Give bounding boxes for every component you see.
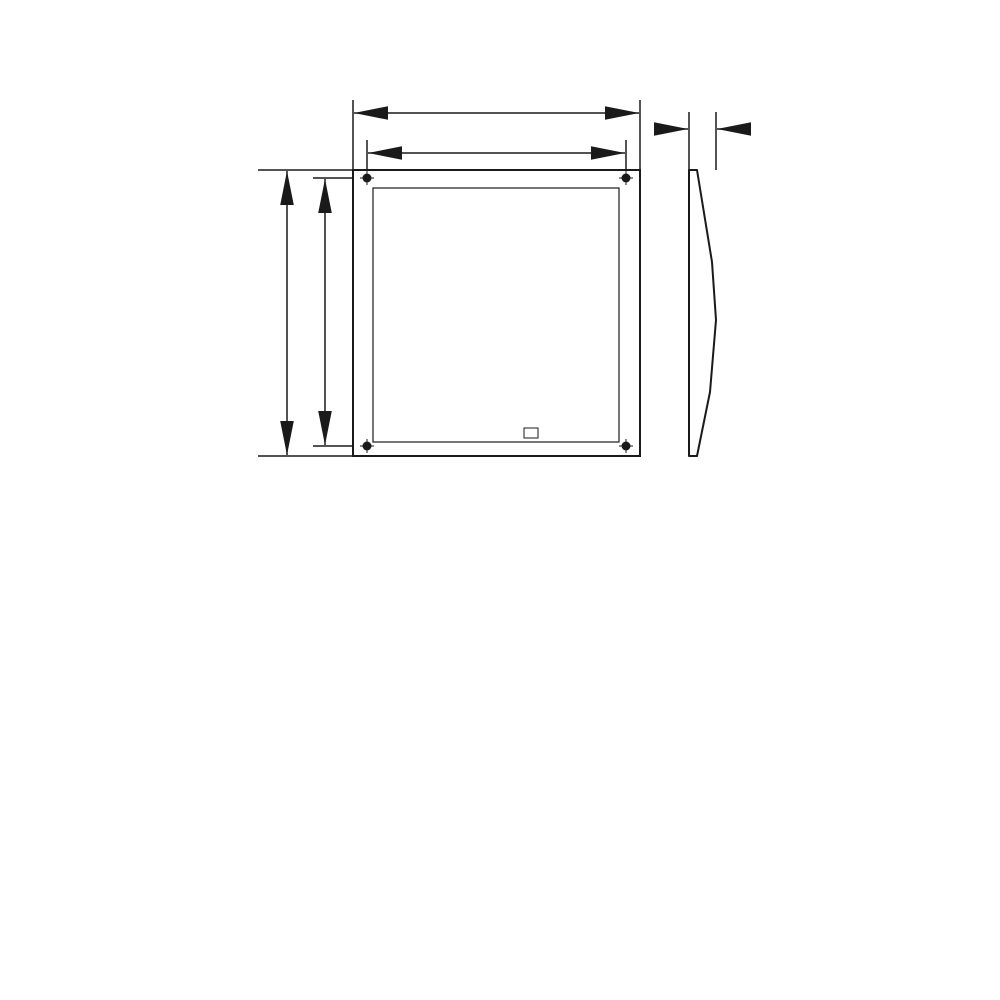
dimension-c: [655, 112, 745, 170]
dimension-a: [353, 100, 640, 170]
dimension-b: [258, 170, 352, 456]
grille-dimension-drawing: [0, 0, 1000, 470]
grille-side-profile: [689, 170, 716, 456]
grille-front-view: [353, 170, 640, 456]
